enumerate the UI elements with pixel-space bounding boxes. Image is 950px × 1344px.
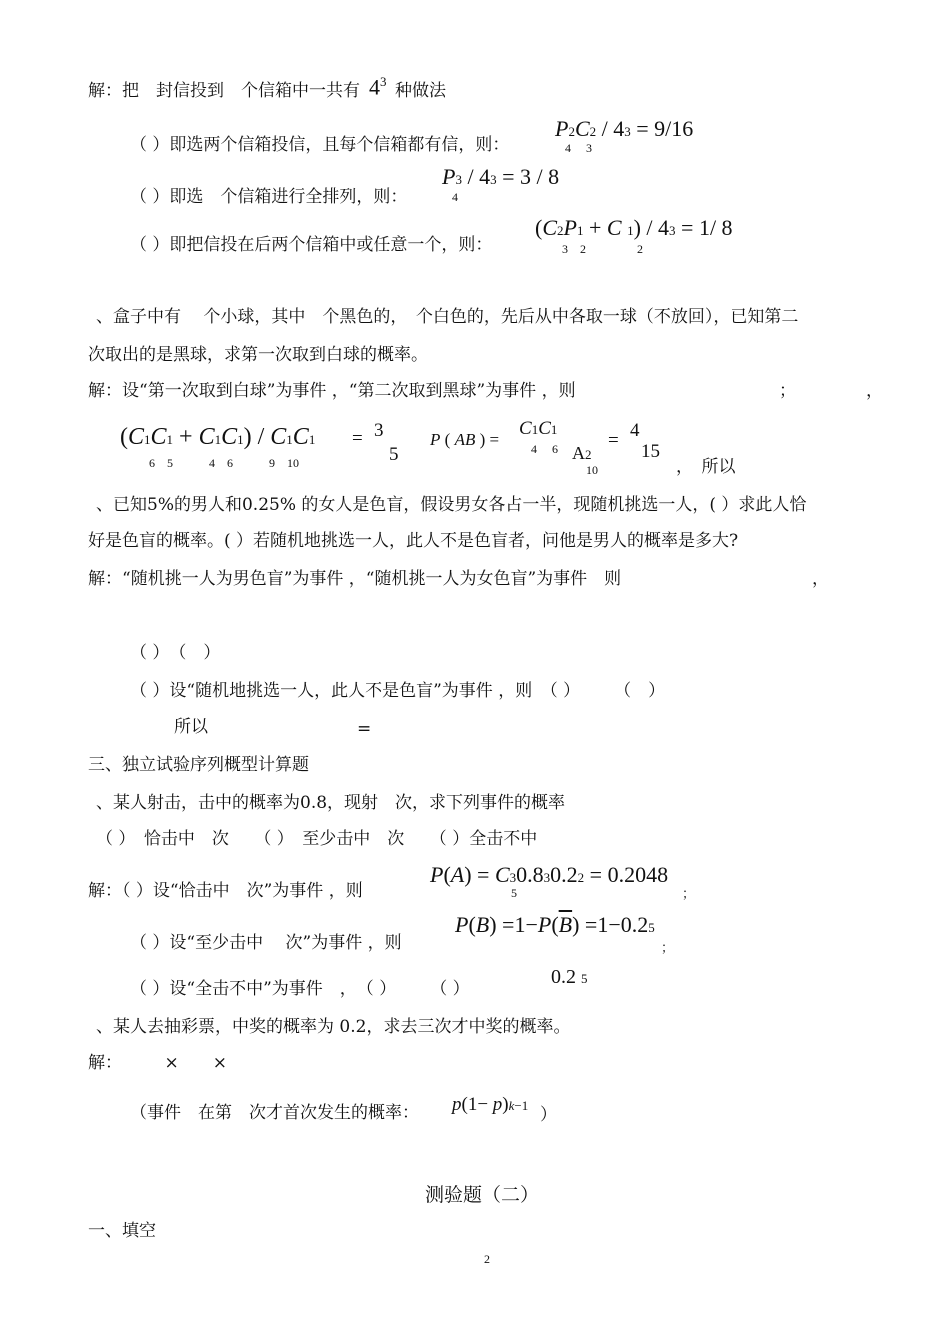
formula-p3: P3 / 43 = 3 / 8	[442, 164, 560, 189]
comma-1: ，	[866, 381, 883, 401]
problem-lottery: 、某人去抽彩票，中奖的概率为 0.2，求去三次才中奖的概率。	[96, 1017, 571, 1037]
therefore-text: ， 所以	[676, 457, 736, 477]
formula-pb: $P(B) =1-P(\overline{B}) =1-0.25$	[455, 912, 655, 937]
semicolon-2: ；	[682, 887, 696, 902]
formula-p3-subscript: 4	[452, 190, 458, 204]
formula-pab-den: A2	[572, 443, 592, 463]
solution-part-2: （ ）即选 个信箱进行全排列，则：	[130, 187, 408, 207]
formula-pab-num: C1C1	[519, 418, 558, 439]
formula-white-ball: (C1C1 + C1C1) / C1C1	[120, 424, 316, 450]
solution-part-1: （ ）即选两个信箱投信，且每个信箱都有信，则：	[130, 135, 510, 155]
problem-3-line-2: 好是色盲的概率。( ）若随机地挑选一人，此人不是色盲者，问他是男人的概率是多大?	[88, 531, 739, 551]
formula-pa: P(A) = C30.830.22 = 0.2048	[430, 862, 669, 887]
shooting-solution-1: 解：（ ）设“恰击中 次”为事件 ，则	[88, 881, 363, 901]
formula-eq: =	[352, 428, 363, 449]
section-fill-in: 一、填空	[88, 1221, 156, 1241]
problem-shooting-parts: （ ） 恰击中 次 （ ） 至少击中 次 （ ）全击不中	[96, 829, 538, 849]
lottery-solution: 解： × ×	[88, 1053, 227, 1073]
problem-2-line-1: 、盒子中有 个小球，其中 个黑色的， 个白色的，先后从中各取一球（不放回），已知第二	[96, 307, 799, 327]
formula-pab-num-subs: 4 6	[531, 442, 559, 456]
fraction-3-5-num: 3	[374, 420, 384, 441]
problem-2-line-2: 次取出的是黑球，求第一次取到白球的概率。	[88, 345, 428, 365]
formula-pab: P ( AB ) =	[430, 430, 500, 449]
semicolon-3: ；	[661, 941, 675, 956]
formula-p2c2-subscripts: 4 3	[565, 141, 593, 155]
page-number: 2	[484, 1252, 490, 1266]
fraction-4-15-den: 15	[641, 441, 660, 462]
shooting-solution-3: （ ）设“全击不中”为事件 ， （ ） （ ）	[130, 979, 470, 999]
formula-exp: 3	[380, 74, 387, 89]
so-text: 所以	[174, 717, 208, 737]
formula-c2p1c1: (C2P1 + C 1) / 43 = 1/ 8	[535, 215, 733, 240]
problem-shooting: 、某人射击，击中的概率为0.8，现射 次，求下列事件的概率	[96, 793, 566, 813]
fraction-4-15-num: 4	[630, 420, 640, 441]
formula-eq-2: =	[608, 430, 619, 451]
formula-geometric: p(1− p)k−1	[452, 1094, 529, 1115]
formula-pab-den-sub: 10	[586, 463, 598, 477]
problem-3-solution: 解：“随机挑一人为男色盲”为事件 ，“随机挑一人为女色盲”为事件 则	[88, 569, 622, 589]
problem-2-solution: 解：设“第一次取到白球”为事件 ，“第二次取到黑球”为事件 ，则	[88, 381, 576, 401]
problem-3-part-2: （ ）设“随机地挑选一人，此人不是色盲”为事件 ，则 （ ） （ ）	[130, 681, 666, 701]
solution-part-3: （ ）即把信投在后两个信箱中或任意一个，则：	[130, 235, 493, 255]
quiz-title: 测验题（二）	[425, 1184, 540, 1206]
problem-3-line-1: 、已知5%的男人和0.25% 的女人是色盲，假设男女各占一半，现随机挑选一人，( ）求此人恰	[96, 495, 807, 515]
formula-base: 4	[369, 74, 380, 100]
formula-p2c2: P2C2 / 43 = 9/16	[555, 116, 694, 141]
problem-3-part-1: （ ） （ ）	[130, 643, 221, 663]
formula-white-ball-subscripts: 6 5 4 6 9 10	[149, 456, 300, 470]
formula-pa-subscript: 5	[511, 886, 517, 900]
geometric-note-close: ）	[540, 1105, 557, 1125]
comma-2: ，	[812, 569, 829, 589]
formula-c2p1c1-subscripts: 3 2 2	[562, 242, 644, 256]
fraction-3-5-den: 5	[389, 444, 399, 465]
formula-02-5: 0.2 5	[551, 966, 588, 988]
solution-line-1-tail: 种做法	[395, 81, 446, 101]
geometric-note: （事件 在第 次才首次发生的概率：	[130, 1103, 419, 1123]
section-3-heading: 三、独立试验序列概型计算题	[88, 755, 309, 775]
equals-sign: =	[357, 719, 372, 739]
formula-4-cubed	[369, 74, 387, 100]
semicolon-1: ；	[779, 381, 796, 401]
solution-line-1: 解：把 封信投到 个信箱中一共有	[88, 81, 360, 101]
shooting-solution-2: （ ）设“至少击中 次”为事件 ，则	[130, 933, 402, 953]
